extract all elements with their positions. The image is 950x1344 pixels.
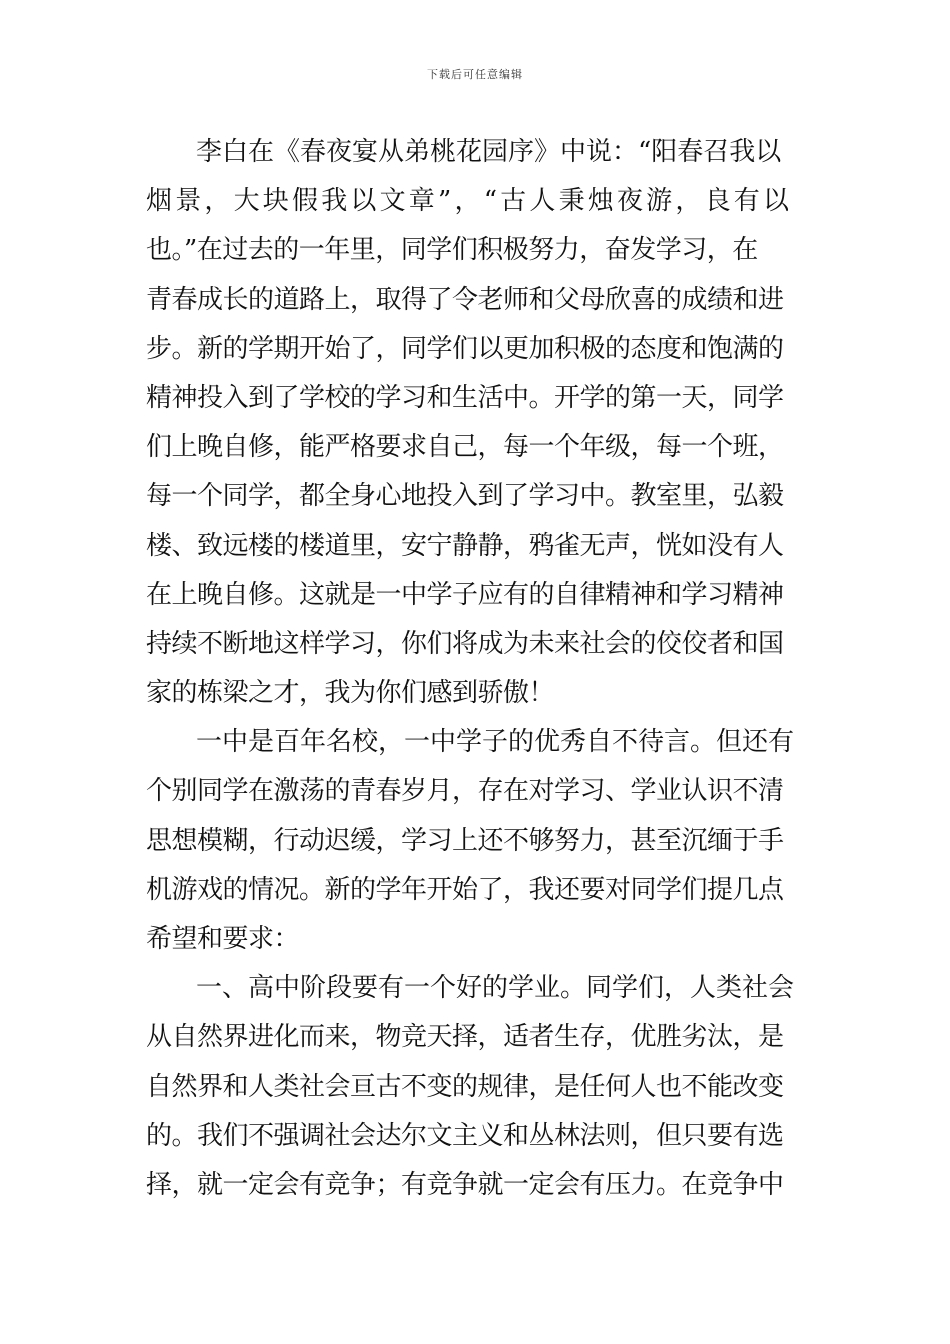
text-line: 机游戏的情况。新的学年开始了，我还要对同学们提几点 — [146, 874, 784, 905]
text-line: 一中是百年名校，一中学子的优秀自不待言。但还有 — [196, 727, 795, 758]
text-line: 青春成长的道路上，取得了令老师和父母欣喜的成绩和进 — [146, 284, 784, 315]
text-line: 持续不断地这样学习，你们将成为未来社会的佼佼者和国 — [146, 628, 784, 659]
text-line: 精神投入到了学校的学习和生活中。开学的第一天，同学 — [146, 382, 784, 413]
text-line: 楼、致远楼的楼道里，安宁静静，鸦雀无声，恍如没有人 — [146, 530, 784, 561]
text-line: 希望和要求： — [146, 924, 300, 954]
text-line: 李白在《春夜宴从弟桃花园序》中说：“阳春召我以 — [196, 137, 782, 167]
text-line: 家的栋梁之才，我为你们感到骄傲！ — [146, 678, 555, 709]
text-line: 在上晚自修。这就是一中学子应有的自律精神和学习精神 — [146, 579, 784, 610]
text-line: 们上晚自修，能严格要求自己，每一个年级，每一个班， — [146, 432, 784, 463]
text-line: 步。新的学期开始了，同学们以更加积极的态度和饱满的 — [146, 333, 784, 364]
text-line: 的。我们不强调社会达尔文主义和丛林法则，但只要有选 — [146, 1120, 784, 1151]
text-line: 思想模糊，行动迟缓，学习上还不够努力，甚至沉缅于手 — [146, 825, 784, 856]
text-line: 也。”在过去的一年里，同学们积极努力，奋发学习，在 — [146, 235, 758, 266]
text-line: 一、高中阶段要有一个好的学业。同学们，人类社会 — [196, 973, 795, 1004]
document-body — [146, 128, 810, 1210]
page-header-note: 下载后可任意编辑 — [427, 68, 523, 81]
text-line: 每一个同学，都全身心地投入到了学习中。教室里，弘毅 — [146, 481, 784, 512]
text-line: 自然界和人类社会亘古不变的规律，是任何人也不能改变 — [146, 1071, 784, 1102]
text-line: 从自然界进化而来，物竞天择，适者生存，优胜劣汰，是 — [146, 1022, 784, 1053]
text-line: 择，就一定会有竞争；有竞争就一定会有压力。在竞争中 — [146, 1169, 784, 1200]
text-line: 个别同学在激荡的青春岁月，存在对学习、学业认识不清 — [146, 776, 784, 807]
text-line: 烟景，大块假我以文章”，“古人秉烛夜游，良有以 — [146, 186, 793, 217]
